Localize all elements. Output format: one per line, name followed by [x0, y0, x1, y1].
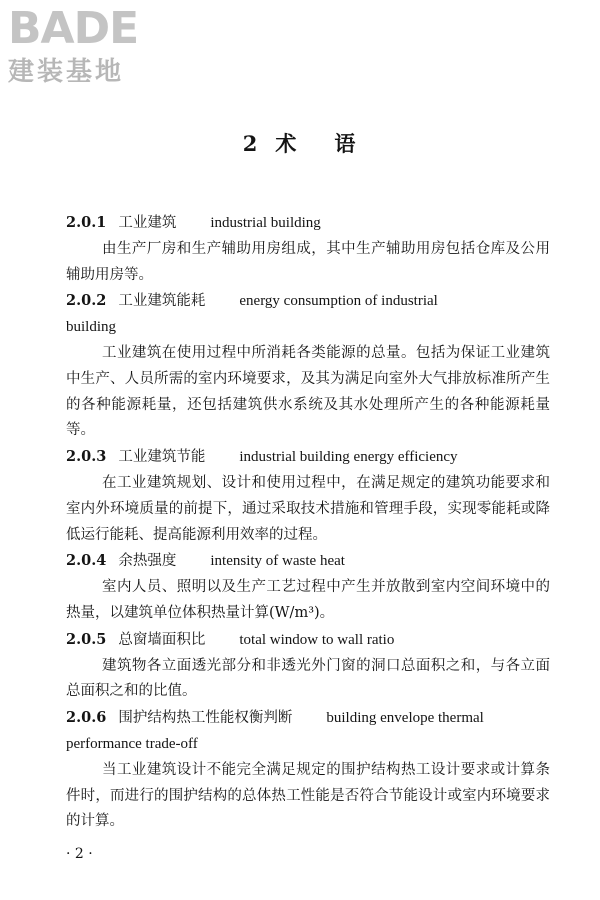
- term-definition: 由生产厂房和生产辅助用房组成，其中生产辅助用房包括仓库及公用辅助用房等。: [66, 240, 550, 283]
- term-number: 2.0.6: [66, 709, 107, 727]
- term-english-continued: building: [66, 319, 117, 336]
- term-english: total window to wall ratio: [239, 631, 395, 648]
- term-chinese: 工业建筑节能: [118, 449, 206, 466]
- term-chinese: 工业建筑能耗: [118, 293, 206, 310]
- term-chinese: 余热强度: [118, 553, 177, 570]
- term-item: [66, 288, 550, 444]
- term-english: intensity of waste heat: [210, 553, 345, 570]
- term-heading: [66, 288, 550, 315]
- chapter-title-part2: 语: [334, 131, 358, 156]
- chapter-title-part1: 术: [275, 131, 299, 156]
- term-chinese: 工业建筑: [118, 215, 177, 231]
- term-heading: [66, 210, 550, 237]
- logo-subtitle: 建装基地: [8, 57, 125, 87]
- logo-text: BADE: [8, 3, 139, 54]
- term-english: industrial building: [210, 215, 321, 231]
- term-number: 2.0.4: [66, 552, 107, 570]
- term-chinese: 围护结构热工性能权衡判断: [118, 710, 293, 727]
- term-item: [66, 627, 550, 705]
- term-item: [66, 444, 550, 548]
- term-definition: 当工业建筑设计不能完全满足规定的围护结构热工设计要求或计算条件时，而进行的围护结构的总体热工性能是否符合节能设计或室内环境要求的计算。: [66, 761, 550, 830]
- term-item: [66, 705, 550, 835]
- term-definition: 室内人员、照明以及生产工艺过程中产生并放散到室内空间环境中的热量，以建筑单位体积热量计算(W/m³)。: [66, 579, 550, 621]
- bade-logo: [8, 3, 178, 96]
- term-number: 2.0.2: [66, 292, 107, 310]
- term-chinese: 总窗墙面积比: [118, 631, 206, 648]
- term-english: industrial building energy efficiency: [239, 449, 458, 466]
- term-english: building envelope thermal: [326, 710, 484, 727]
- term-item: [66, 548, 550, 626]
- term-heading: [66, 627, 550, 654]
- page-number: · 2 ·: [66, 846, 93, 862]
- term-number: 2.0.3: [66, 448, 107, 466]
- term-definition: 建筑物各立面透光部分和非透光外门窗的洞口总面积之和，与各立面总面积之和的比值。: [66, 657, 550, 700]
- term-item: [66, 210, 550, 288]
- term-heading: [66, 548, 550, 575]
- term-english-continued: performance trade-off: [66, 735, 198, 752]
- term-heading: [66, 705, 550, 732]
- term-number: 2.0.5: [66, 630, 107, 648]
- term-definition: 工业建筑在使用过程中所消耗各类能源的总量。包括为保证工业建筑中生产、人员所需的室内环境要求，及其为满足向室外大气排放标准所产生的各种能源耗量，还包括建筑供水系统及其水处理所产生的各种能源耗量等。: [66, 344, 550, 439]
- term-number: 2.0.1: [66, 214, 107, 231]
- term-heading: [66, 444, 550, 471]
- chapter-number: 2: [242, 131, 260, 156]
- terms-list: [66, 210, 550, 835]
- chapter-title: [0, 128, 600, 158]
- term-english: energy consumption of industrial: [239, 293, 438, 310]
- term-definition: 在工业建筑规划、设计和使用过程中，在满足规定的建筑功能要求和室内外环境质量的前提下，通过采取技术措施和管理手段，实现零能耗或降低运行能耗、提高能源利用效率的过程。: [66, 474, 550, 543]
